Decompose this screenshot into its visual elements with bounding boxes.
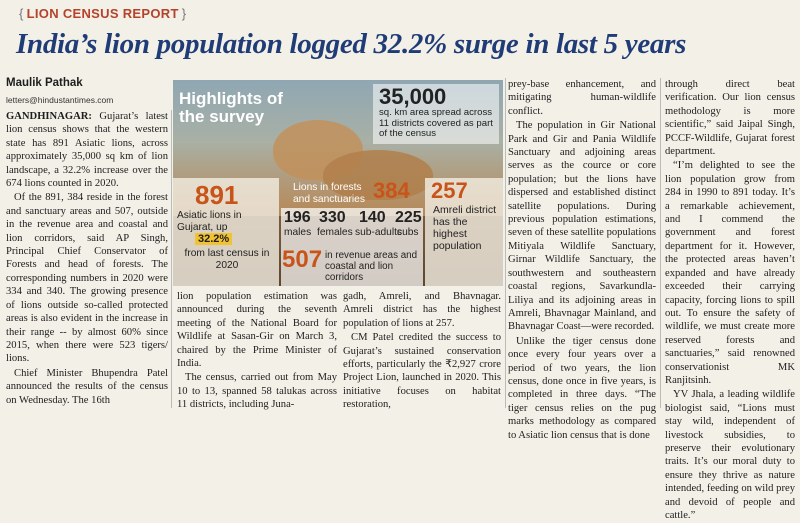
column-divider: [660, 78, 661, 408]
column-divider: [505, 78, 506, 408]
kicker-label: LION CENSUS REPORT: [26, 6, 179, 21]
females-value: 330: [319, 209, 346, 226]
females-text: females: [317, 227, 353, 238]
paragraph: “I’m delighted to see the lion population grow from 284 in 1990 to 891 today. It’s a remarkable achievement, and I commend the government and forest department for it. However, the protected areas haven’t expanded and have already exceeded their carrying capacity, forcing lions to spill out. To ensure the safety of wildlife, we must create more reserved forests and sanctuaries,” said renowned conservationist MK Ranjitsinh.: [665, 160, 795, 386]
highlights-infographic: [173, 80, 503, 286]
paragraph: GANDHINAGAR: Gujarat’s latest lion census shows that the western state has 891 Asiatic lions, across approximately 35,000 sq km of lion landscape, a 32.2% increase over the 674 lions counted in 2020.: [6, 111, 168, 190]
paragraph: CM Patel credited the success to Gujarat’s sustained conservation efforts, particularly the ₹2,927 crore Project Lion, launched in 2020. This initiative focuses on habitat restoration,: [343, 332, 501, 411]
paragraph: The census, carried out from May 10 to 13, spanned 58 talukas across 11 districts, including Juna-: [177, 372, 337, 411]
column-1b: [177, 290, 337, 413]
demography-panel: [281, 208, 423, 286]
males-value: 196: [284, 209, 311, 226]
amreli-panel: [425, 178, 503, 286]
growth-value: 32.2%: [195, 233, 232, 245]
paragraph: Of the 891, 384 reside in the forest and sanctuary areas and 507, outside in the revenue area and coastal and lion corridors, said AP Singh, Principal Chief Conservator of Forests and head of forests. The corresponding numbers in 2020 were 334 and 340. The growing presence of lions outside so-called protected areas is also evident in the increase in their range -- by almost 60% since 2015, when there were 523 tigers/ lions.: [6, 192, 168, 365]
growth-text: from last census in 2020: [184, 248, 270, 271]
total-value: 891: [195, 180, 239, 210]
total-text: Asiatic lions in Gujarat, up: [177, 210, 242, 233]
area-panel: [373, 84, 499, 144]
column-divider: [171, 110, 172, 408]
byline: Maulik Pathak: [6, 77, 83, 89]
author-email: letters@hindustantimes.com: [6, 95, 114, 105]
outside-value: 507: [282, 246, 323, 273]
forest-text: Lions in forests and sanctuaries: [293, 182, 365, 205]
column-4: [665, 78, 795, 523]
males-text: males: [284, 227, 312, 238]
outside-text: in revenue areas and coastal and lion corridors: [325, 250, 418, 283]
paragraph: YV Jhala, a leading wildlife biologist said, “Lions must stay wild, independent of livestock subsidies, to preserve their evolutionary traits. It’s our moral duty to ensure they thrive as nature intended, feeding on wild prey and devoid of people and cattle.”: [665, 389, 795, 521]
paragraph: gadh, Amreli, and Bhavnagar. Amreli district has the highest population of lions at 257.: [343, 291, 501, 329]
amreli-value: 257: [431, 178, 468, 203]
paragraph: The population in Gir National Park and Gir and Pania Wildlife Sanctuary and adjoining areas serves as the cource or core population; but the lions have dispersed and established distinct satellite populations. During previous population estimations, seven of these satellite populations Mitiyala Wildlife Sanctuary, Girnar Wildlife Sanctuary, the southwestern and southeastern coastal regions, Savarkundla-Liliya and its adjoining areas in Amreli, Bhavnagar Mainland, and Bhavnagar Coast—were recorded.: [508, 120, 656, 333]
area-value: 35,000: [379, 84, 447, 109]
cubs-text: cubs: [397, 227, 419, 238]
column-3: [508, 78, 656, 443]
subadults-text: sub-adults: [355, 227, 403, 238]
infographic-title: Highlights of the survey: [179, 89, 283, 126]
paragraph: Chief Minister Bhupendra Patel announced the results of the census on Wednesday. The 16th: [6, 367, 168, 406]
subadults-value: 140: [359, 209, 386, 226]
paragraph: Unlike the tiger census done once every four years over a period of two years, the lion census, done once in five years, is completed in three days. “The tiger census relies on the pug marks methodology as compared to Asiatic lion census that is done: [508, 335, 656, 441]
column-1: [6, 110, 168, 408]
headline: India’s lion population logged 32.2% surge in last 5 years: [16, 28, 687, 60]
column-2: [343, 290, 501, 413]
forest-value: 384: [373, 178, 410, 203]
total-panel: [173, 178, 279, 286]
area-text: sq. km area spread across 11 districts covered as part of the census: [379, 107, 493, 139]
paragraph: through direct beat verification. Our lion census methodology is more scientific,” said Jaipal Singh, PCCF-Wildlife, Gujarat forest department.: [665, 79, 795, 158]
cubs-value: 225: [395, 209, 422, 226]
paragraph: lion population estimation was announced during the seventh meeting of the National Board for Wildlife at Sasan-Gir on March 3, chaired by the Prime Minister of India.: [177, 291, 337, 370]
paragraph: prey-base enhancement, and mitigating human-wildlife conflict.: [508, 79, 656, 117]
section-kicker: { LION CENSUS REPORT }: [19, 6, 187, 21]
amreli-text: Amreli district has the highest population: [433, 204, 497, 252]
